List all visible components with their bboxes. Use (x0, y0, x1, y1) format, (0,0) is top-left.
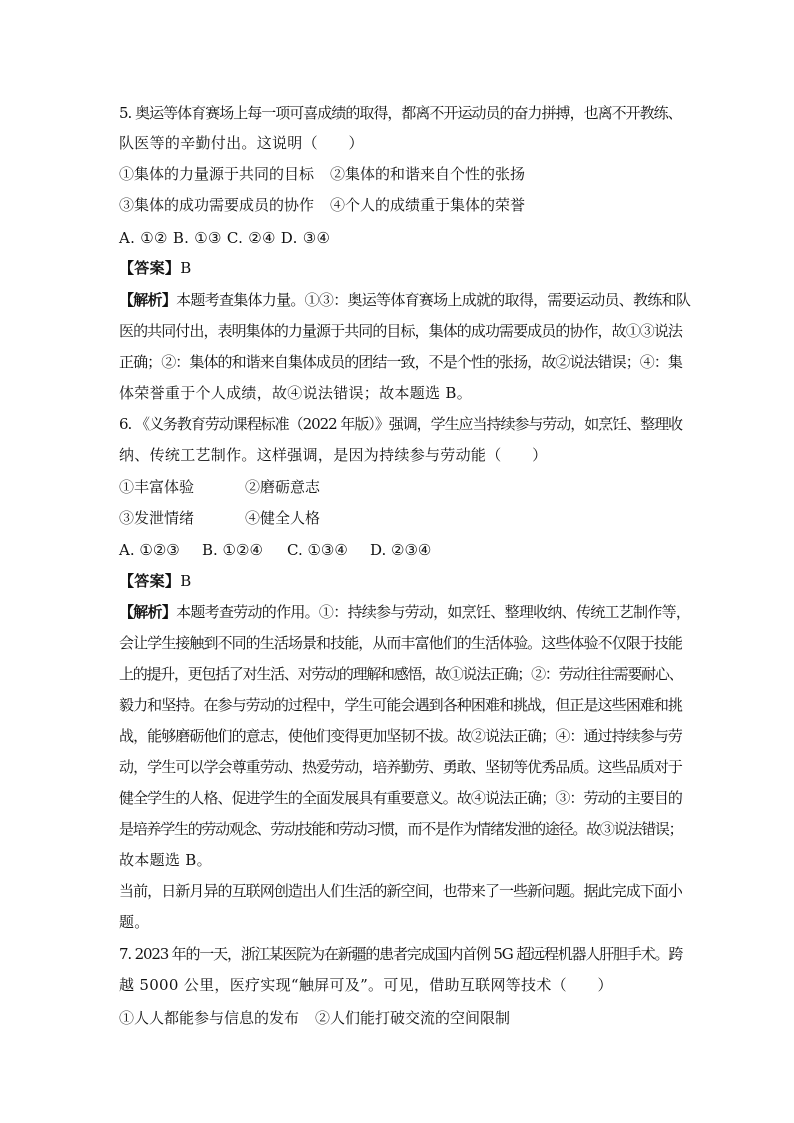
q7-stem-line-2: 越 5000 公里，医疗实现“触屏可及”。可见，借助互联网等技术（ ） (119, 976, 613, 994)
q6-analysis-line-2: 会让学生接触到不同的生活场景和技能，从而丰富他们的生活体验。这些体验不仅限于技能 (119, 634, 683, 652)
q5-analysis-line-2: 医的共同付出，表明集体的力量源于共同的目标，集体的成功需要成员的协作，故①③说法 (119, 322, 683, 340)
q6-analysis-line-3: 上的提升，更包括了对生活、对劳动的理解和感悟，故①说法正确；②：劳动往往需要耐心、 (119, 665, 683, 683)
q6-analysis-line-7: 健全学生的人格、促进学生的全面发展具有重要意义。故④说法正确；③：劳动的主要目的 (119, 789, 683, 807)
q6-analysis-line-4: 毅力和坚持。在参与劳动的过程中，学生可能会遇到各种困难和挑战，但正是这些困难和挑 (119, 696, 683, 714)
q6-analysis-line-9: 故本题选 B。 (119, 851, 212, 869)
q6-option-3: ③发泄情绪 (119, 509, 195, 527)
q6-analysis-line-8: 是培养学生的劳动观念、劳动技能和劳动习惯，而不是作为情绪发泄的途径。故③说法错误； (119, 820, 683, 838)
answer-label: 【答案】 (119, 572, 181, 590)
q6-analysis-line-5: 战，能够磨砺他们的意志，使他们变得更加坚韧不拔。故②说法正确；④：通过持续参与劳 (119, 727, 683, 745)
q7-stem-line-1: 7. 2023 年的一天，浙江某医院为在新疆的患者完成国内首例 5G 超远程机器人肝胆手术。跨 (119, 945, 683, 963)
q6-option-1: ①丰富体验 (119, 478, 195, 496)
q7-option-2: ②人们能打破交流的空间限制 (315, 1009, 511, 1027)
analysis-text: 本题考查劳动的作用。①：持续参与劳动，如烹饪、整理收纳、传统工艺制作等， (176, 603, 691, 621)
q5-option-3: ③集体的成功需要成员的协作 (119, 196, 315, 214)
q6-analysis-line-1 (119, 602, 690, 622)
q6-stem-line-2: 纳、传统工艺制作。这样强调，是因为持续参与劳动能（ ） (119, 446, 548, 464)
q7-option-1: ①人人都能参与信息的发布 (119, 1009, 300, 1027)
q5-stem-line-1: 5. 奥运等体育赛场上每一项可喜成绩的取得，都离不开运动员的奋力拼搏，也离不开教练、 (119, 104, 682, 122)
q5-stem-line-2: 队医等的辛勤付出。这说明（ ） (119, 134, 364, 152)
q5-answer (119, 258, 192, 278)
q5-analysis-line-3: 正确；②：集体的和谐来自集体成员的团结一致，不是个性的张扬，故②说法错误；④：集 (119, 353, 683, 371)
q6-choice-c: C. ①③④ (287, 541, 348, 559)
q5-choices: A. ①② B. ①③ C. ②④ D. ③④ (119, 229, 331, 247)
answer-value: B (180, 572, 192, 590)
q6-choice-d: D. ②③④ (370, 541, 432, 559)
q6-analysis-line-6: 动，学生可以学会尊重劳动、热爱劳动，培养勤劳、勇敢、坚韧等优秀品质。这些品质对于 (119, 758, 683, 776)
q5-analysis-line-1 (119, 290, 690, 310)
analysis-label: 【解析】 (119, 603, 177, 621)
q5-option-4: ④个人的成绩重于集体的荣誉 (330, 196, 526, 214)
q6-answer (119, 571, 192, 591)
intro-line-2: 题。 (119, 913, 150, 931)
q6-choice-a: A. ①②③ (119, 541, 180, 559)
q6-option-4: ④健全人格 (245, 509, 321, 527)
q6-stem-line-1: 6. 《义务教育劳动课程标准（2022 年版）》强调，学生应当持续参与劳动，如烹饪、整理收 (119, 415, 683, 433)
answer-value: B (180, 259, 192, 277)
intro-line-1: 当前，日新月异的互联网创造出人们生活的新空间，也带来了一些新问题。据此完成下面小 (119, 882, 683, 900)
q5-analysis-line-4: 体荣誉重于个人成绩，故④说法错误；故本题选 B。 (119, 384, 472, 402)
q5-option-2: ②集体的和谐来自个性的张扬 (330, 165, 526, 183)
q6-option-2: ②磨砺意志 (245, 478, 321, 496)
q6-choice-b: B. ①②④ (202, 541, 263, 559)
answer-label: 【答案】 (119, 259, 181, 277)
analysis-text: 本题考查集体力量。①③：奥运等体育赛场上成就的取得，需要运动员、教练和队 (176, 291, 691, 309)
q5-option-1: ①集体的力量源于共同的目标 (119, 165, 315, 183)
analysis-label: 【解析】 (119, 291, 177, 309)
